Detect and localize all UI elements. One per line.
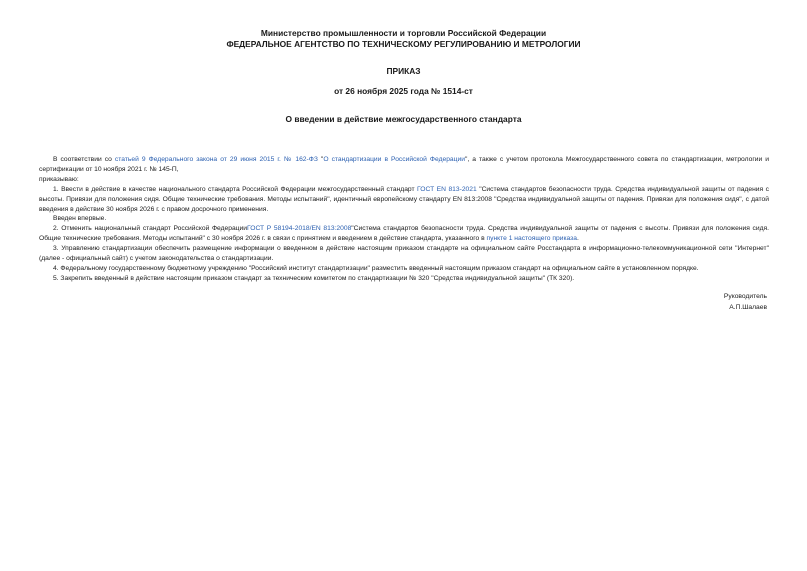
law-title-link[interactable]: О стандартизации в Российской Федерации bbox=[323, 156, 465, 163]
signature-name: А.П.Шалаев bbox=[729, 303, 767, 311]
item-1 bbox=[39, 185, 769, 215]
item-5: 5. Закрепить введенный в действие настоящим приказом стандарт за техническим комитетом по стандартизации № 320 "Средства индивидуальной защиты" (ТК 320). bbox=[53, 274, 575, 282]
item-1-text: 1. Ввести в действие в качестве национального стандарта Российской Федерации межгосударственный стандарт bbox=[53, 185, 418, 193]
preamble-text: В соответствии со bbox=[53, 156, 115, 163]
order-body bbox=[39, 155, 769, 284]
clause-1-link[interactable]: пункте 1 настоящего приказа bbox=[486, 235, 577, 243]
signature-title: Руководитель bbox=[723, 293, 767, 300]
item-2-end: . bbox=[576, 235, 579, 243]
item-2-text-rest: "Система стандартов безопасности труда. Средства индивидуальной защиты от падения с высоты. Привязи для положения сидя. Общие технические требования. Методы испытаний" с 30 ноября 2026 г. в связи с принятием и введением в действие стандарта, указанного в bbox=[39, 225, 769, 243]
item-2 bbox=[39, 224, 769, 244]
gost-r-58194-link[interactable]: ГОСТ Р 58194-2018/EN 813:2008 bbox=[247, 225, 352, 233]
agency-heading: ФЕДЕРАЛЬНОЕ АГЕНТСТВО ПО ТЕХНИЧЕСКОМУ РЕГУЛИРОВАНИЮ И МЕТРОЛОГИИ bbox=[226, 39, 581, 49]
gost-en-813-link[interactable]: ГОСТ EN 813-2021 bbox=[417, 185, 477, 193]
preamble-paragraph bbox=[39, 155, 769, 175]
ministry-heading: Министерство промышленности и торговли Российской Федерации bbox=[260, 28, 547, 38]
item-1-text-rest: "Система стандартов безопасности труда. Средства индивидуальной защиты от падения с высоты. Привязи для положения сидя. Общие технические требования. Методы испытаний", идентичный европейскому стандарту EN 813:2008 "Средства индивидуальной защиты от падения. Привязи для положения сидя", с датой введения в действие 30 ноября 2026 г. с правом досрочного применения. bbox=[39, 185, 769, 213]
item-3: 3. Управлению стандартизации обеспечить размещение информации о введенном в действие настоящим приказом стандарте на официальном сайте Росстандарта в информационно-телекоммуникационной сети "Интернет" (далее - официальный сайт) с учетом законодательства о стандартизации. bbox=[39, 245, 769, 263]
item-2-text: 2. Отменить национальный стандарт Российской Федерации bbox=[53, 225, 247, 233]
item-4: 4. Федеральному государственному бюджетному учреждению "Российский институт стандартизации" разместить введенный настоящим приказом стандарт на официальном сайте в установленном порядке. bbox=[53, 264, 699, 272]
preamble-text-rest: ", а также с учетом протокола Межгосударственного совета по стандартизации, метрологии и сертификации от 10 ноября 2021 г. № 145-П, bbox=[39, 156, 770, 173]
date-number-heading: от 26 ноября 2025 года № 1514-ст bbox=[334, 86, 473, 96]
law-article-link[interactable]: статьей 9 Федерального закона от 29 июня 2015 г. № 162-ФЗ bbox=[114, 156, 318, 163]
document-type-heading: ПРИКАЗ bbox=[386, 66, 421, 76]
signature-block bbox=[724, 292, 767, 313]
subject-heading: О введении в действие межгосударственного стандарта bbox=[285, 114, 522, 124]
preamble-quote: " bbox=[317, 156, 324, 163]
item-1-note: Введен впервые. bbox=[53, 215, 107, 223]
order-word: приказываю: bbox=[39, 175, 79, 183]
